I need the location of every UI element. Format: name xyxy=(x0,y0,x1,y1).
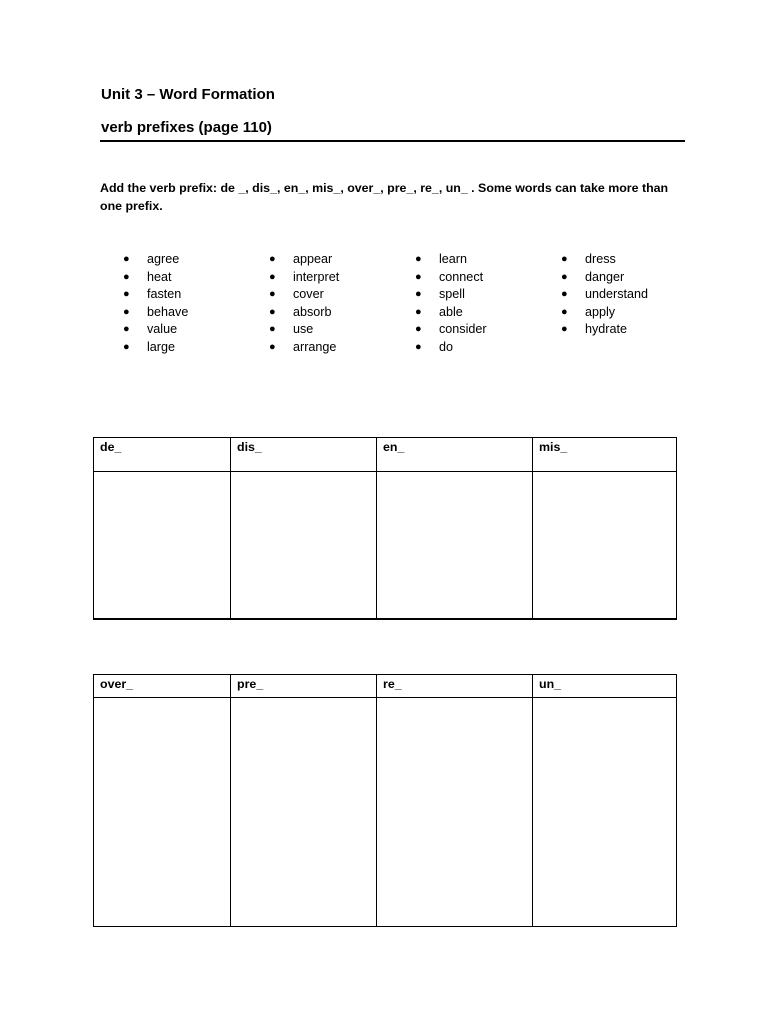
word-list-item xyxy=(561,321,701,339)
table-header-cell: dis_ xyxy=(231,438,377,472)
bullet-icon: ● xyxy=(123,305,130,318)
bullet-icon: ● xyxy=(123,288,130,301)
word-list-item xyxy=(123,286,263,304)
answer-cell[interactable] xyxy=(94,472,231,619)
word-label: hydrate xyxy=(585,322,628,337)
table-header-cell: en_ xyxy=(377,438,533,472)
table-header-row xyxy=(94,438,677,472)
word-list-item xyxy=(269,339,409,357)
answer-cell[interactable] xyxy=(377,698,533,927)
bullet-icon: ● xyxy=(269,340,276,353)
word-label: do xyxy=(439,339,454,354)
bullet-icon: ● xyxy=(415,253,422,265)
word-list-item xyxy=(415,339,555,357)
word-list-column-3 xyxy=(415,251,555,357)
answer-cell[interactable] xyxy=(533,472,677,619)
table-answer-row xyxy=(94,698,677,927)
word-label: heat xyxy=(147,269,172,284)
word-list-item xyxy=(415,251,555,269)
answer-cell[interactable] xyxy=(533,698,677,927)
word-list-item xyxy=(415,304,555,322)
word-list-item xyxy=(269,251,409,269)
table-header-cell: de_ xyxy=(94,438,231,472)
bullet-icon: ● xyxy=(269,323,276,336)
table-header-cell: un_ xyxy=(533,675,677,698)
word-label: dress xyxy=(585,252,616,266)
table-header-row xyxy=(94,675,677,698)
bullet-icon: ● xyxy=(269,305,276,318)
word-list-item xyxy=(123,251,263,269)
answer-cell[interactable] xyxy=(94,698,231,927)
word-list-item xyxy=(123,304,263,322)
word-list-item xyxy=(561,251,701,269)
bullet-icon: ● xyxy=(561,288,568,301)
word-label: behave xyxy=(147,304,189,319)
word-label: fasten xyxy=(147,287,182,302)
word-label: apply xyxy=(585,304,616,319)
word-list-item xyxy=(123,339,263,357)
bullet-icon: ● xyxy=(561,270,568,283)
prefix-table-1 xyxy=(93,437,677,620)
word-list-item xyxy=(561,269,701,287)
bullet-icon: ● xyxy=(269,270,276,283)
bullet-icon: ● xyxy=(123,270,130,283)
bullet-icon: ● xyxy=(415,288,422,301)
table-header-cell: re_ xyxy=(377,675,533,698)
word-list-item xyxy=(269,304,409,322)
word-list-column-2 xyxy=(269,251,409,357)
table-answer-row xyxy=(94,472,677,619)
word-list-column-1 xyxy=(123,251,263,357)
word-list-item xyxy=(269,321,409,339)
word-list-item xyxy=(123,321,263,339)
bullet-icon: ● xyxy=(269,253,276,265)
word-label: connect xyxy=(439,269,484,284)
word-list-item xyxy=(123,269,263,287)
word-label: absorb xyxy=(293,304,332,319)
word-label: spell xyxy=(439,287,465,302)
word-list-item xyxy=(561,286,701,304)
bullet-icon: ● xyxy=(561,253,568,265)
word-list-column-4 xyxy=(561,251,701,339)
bullet-icon: ● xyxy=(415,340,422,353)
word-label: value xyxy=(147,322,178,337)
word-label: understand xyxy=(585,287,649,302)
bullet-icon: ● xyxy=(123,253,130,265)
word-list-item xyxy=(561,304,701,322)
bullet-icon: ● xyxy=(561,323,568,336)
page-title: Unit 3 – Word Formation xyxy=(101,86,275,103)
word-list-item xyxy=(269,286,409,304)
prefix-table-2 xyxy=(93,674,677,927)
table-header-cell: pre_ xyxy=(231,675,377,698)
bullet-icon: ● xyxy=(269,288,276,301)
section-subtitle: verb prefixes (page 110) xyxy=(101,119,272,136)
word-list-item xyxy=(415,286,555,304)
bullet-icon: ● xyxy=(415,305,422,318)
word-label: agree xyxy=(147,252,180,266)
word-list-item xyxy=(269,269,409,287)
word-list-item xyxy=(415,269,555,287)
word-label: large xyxy=(147,339,176,354)
word-label: appear xyxy=(293,252,333,266)
word-label: danger xyxy=(585,269,625,284)
answer-cell[interactable] xyxy=(231,698,377,927)
table-header-cell: over_ xyxy=(94,675,231,698)
title-divider xyxy=(100,140,685,142)
answer-cell[interactable] xyxy=(231,472,377,619)
word-label: interpret xyxy=(293,269,340,284)
bullet-icon: ● xyxy=(561,305,568,318)
word-list-item xyxy=(415,321,555,339)
word-label: use xyxy=(293,322,314,337)
bullet-icon: ● xyxy=(415,270,422,283)
word-label: arrange xyxy=(293,339,337,354)
table-header-cell: mis_ xyxy=(533,438,677,472)
bullet-icon: ● xyxy=(123,340,130,353)
word-label: able xyxy=(439,304,463,319)
bullet-icon: ● xyxy=(123,323,130,336)
bullet-icon: ● xyxy=(415,323,422,336)
word-label: consider xyxy=(439,322,487,337)
answer-cell[interactable] xyxy=(377,472,533,619)
word-label: cover xyxy=(293,287,324,302)
word-label: learn xyxy=(439,252,468,266)
instructions-text: Add the verb prefix: de _, dis_, en_, mis_, over_, pre_, re_, un_ . Some words can take more than one prefix. xyxy=(100,181,669,213)
